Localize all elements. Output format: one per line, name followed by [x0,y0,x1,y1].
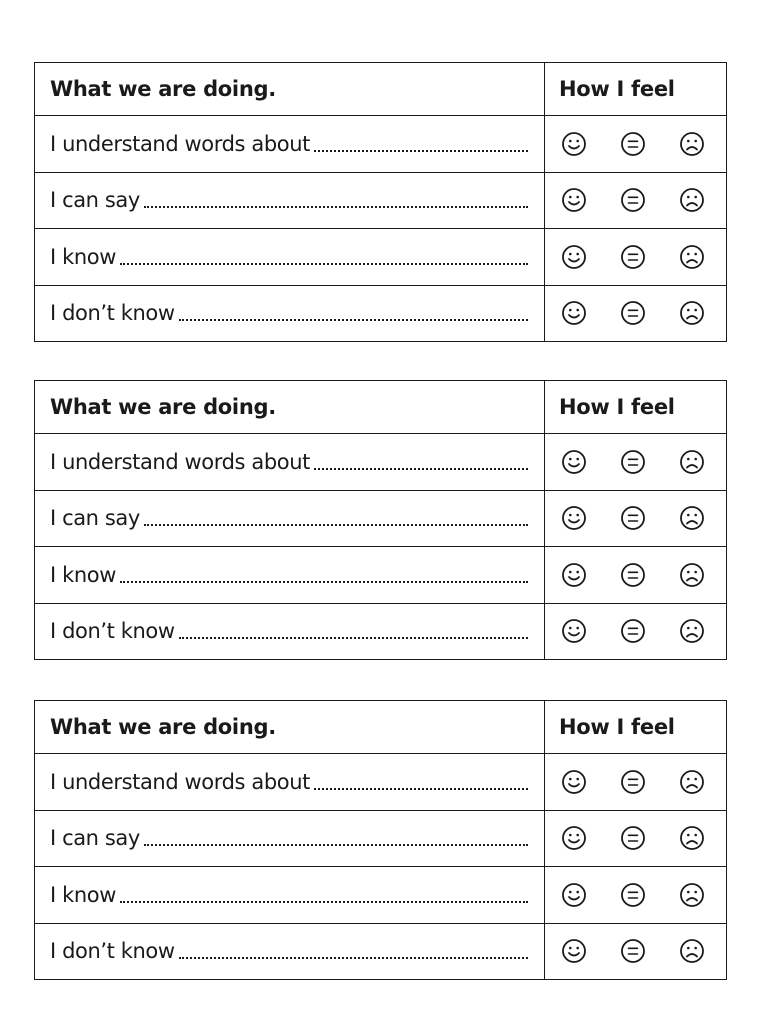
header-activity: What we are doing. [50,77,276,101]
prompt-cell [35,604,545,660]
write-in-line[interactable] [179,957,528,959]
table-row [35,433,726,490]
write-in-line[interactable] [120,263,528,265]
faces-cell [545,173,726,229]
write-in-line[interactable] [179,637,528,639]
write-in-line[interactable] [314,150,528,152]
faces-cell [545,434,726,490]
happy-face-icon[interactable] [561,505,587,531]
happy-face-icon[interactable] [561,131,587,157]
prompt-cell [35,229,545,285]
prompt-label: I understand words about [50,769,310,794]
prompt-label: I don’t know [50,619,175,644]
happy-face-icon[interactable] [561,562,587,588]
prompt-cell [35,286,545,342]
faces-cell [545,116,726,172]
table-row [35,172,726,229]
table-header [35,381,726,433]
sad-face-icon[interactable] [679,505,705,531]
faces-cell [545,547,726,603]
sad-face-icon[interactable] [679,131,705,157]
table-row [35,810,726,867]
header-activity: What we are doing. [50,715,276,739]
prompt-cell [35,811,545,867]
neutral-face-icon[interactable] [620,882,646,908]
table-row [35,866,726,923]
happy-face-icon[interactable] [561,618,587,644]
prompt-label: I know [50,882,116,907]
header-feeling-cell [545,381,726,433]
prompt-label: I know [50,562,116,587]
table-row [35,490,726,547]
neutral-face-icon[interactable] [620,449,646,475]
prompt-label: I don’t know [50,301,175,326]
prompt-label: I can say [50,188,140,213]
prompt-cell [35,173,545,229]
write-in-line[interactable] [144,524,528,526]
sad-face-icon[interactable] [679,449,705,475]
table-row [35,228,726,285]
faces-cell [545,811,726,867]
sad-face-icon[interactable] [679,938,705,964]
sad-face-icon[interactable] [679,825,705,851]
header-activity: What we are doing. [50,395,276,419]
table-header [35,63,726,115]
neutral-face-icon[interactable] [620,131,646,157]
table-row [35,923,726,980]
neutral-face-icon[interactable] [620,769,646,795]
happy-face-icon[interactable] [561,187,587,213]
happy-face-icon[interactable] [561,938,587,964]
faces-cell [545,604,726,660]
prompt-label: I don’t know [50,939,175,964]
prompt-cell [35,547,545,603]
neutral-face-icon[interactable] [620,618,646,644]
neutral-face-icon[interactable] [620,505,646,531]
prompt-cell [35,116,545,172]
table-row [35,603,726,660]
table-row [35,753,726,810]
neutral-face-icon[interactable] [620,187,646,213]
sad-face-icon[interactable] [679,769,705,795]
prompt-label: I can say [50,506,140,531]
neutral-face-icon[interactable] [620,938,646,964]
faces-cell [545,286,726,342]
sad-face-icon[interactable] [679,562,705,588]
feedback-table [34,62,727,342]
write-in-line[interactable] [314,788,528,790]
prompt-label: I understand words about [50,449,310,474]
happy-face-icon[interactable] [561,300,587,326]
prompt-label: I understand words about [50,131,310,156]
feedback-table [34,380,727,660]
prompt-cell [35,924,545,980]
write-in-line[interactable] [120,901,528,903]
faces-cell [545,867,726,923]
write-in-line[interactable] [144,206,528,208]
faces-cell [545,229,726,285]
table-row [35,285,726,342]
header-activity-cell [35,701,545,753]
header-feeling-cell [545,63,726,115]
write-in-line[interactable] [179,319,528,321]
write-in-line[interactable] [144,844,528,846]
table-row [35,546,726,603]
prompt-cell [35,754,545,810]
happy-face-icon[interactable] [561,769,587,795]
header-feeling: How I feel [559,77,675,101]
neutral-face-icon[interactable] [620,825,646,851]
sad-face-icon[interactable] [679,618,705,644]
header-feeling: How I feel [559,715,675,739]
feedback-table [34,700,727,980]
neutral-face-icon[interactable] [620,300,646,326]
faces-cell [545,491,726,547]
header-activity-cell [35,381,545,433]
happy-face-icon[interactable] [561,449,587,475]
header-activity-cell [35,63,545,115]
table-row [35,115,726,172]
table-header [35,701,726,753]
header-feeling-cell [545,701,726,753]
happy-face-icon[interactable] [561,825,587,851]
happy-face-icon[interactable] [561,882,587,908]
prompt-cell [35,867,545,923]
sad-face-icon[interactable] [679,882,705,908]
faces-cell [545,924,726,980]
neutral-face-icon[interactable] [620,244,646,270]
sad-face-icon[interactable] [679,187,705,213]
write-in-line[interactable] [314,468,528,470]
happy-face-icon[interactable] [561,244,587,270]
write-in-line[interactable] [120,581,528,583]
header-feeling: How I feel [559,395,675,419]
prompt-label: I know [50,244,116,269]
neutral-face-icon[interactable] [620,562,646,588]
prompt-cell [35,434,545,490]
faces-cell [545,754,726,810]
prompt-label: I can say [50,826,140,851]
sad-face-icon[interactable] [679,300,705,326]
prompt-cell [35,491,545,547]
sad-face-icon[interactable] [679,244,705,270]
